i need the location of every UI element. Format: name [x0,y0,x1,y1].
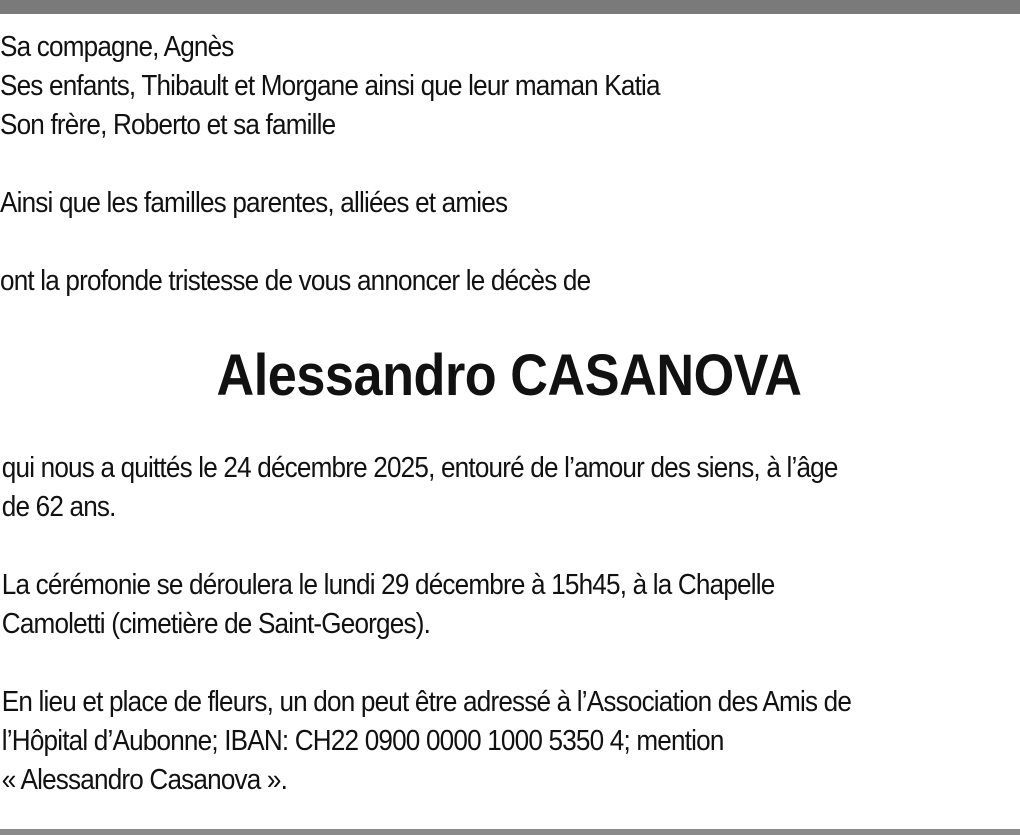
top-rule [0,0,1020,14]
announcement-text: ont la profonde tristesse de vous annoncer le décès de [0,265,591,297]
death-text-line: de 62 ans. [1,491,116,523]
donation-text-line: l’Hôpital d’Aubonne; IBAN: CH22 0900 0000 1000 5350 4; mention [1,725,724,757]
family-line-relatives: Ainsi que les familles parentes, alliées et amies [0,187,508,219]
family-line-brother: Son frère, Roberto et sa famille [0,109,336,141]
ceremony-text-line: La cérémonie se déroulera le lundi 29 décembre à 15h45, à la Chapelle [1,569,775,601]
donation-text-line: « Alessandro Casanova ». [1,764,288,796]
bottom-rule [0,829,1020,835]
ceremony-text-line: Camoletti (cimetière de Saint-Georges). [1,608,431,640]
deceased-name: Alessandro CASANOVA [216,343,802,408]
obituary-notice [0,28,1018,800]
family-line-children: Ses enfants, Thibault et Morgane ainsi que leur maman Katia [0,70,660,102]
family-line-partner: Sa compagne, Agnès [0,31,234,63]
donation-text-line: En lieu et place de fleurs, un don peut être adressé à l’Association des Amis de [1,686,852,718]
death-text-line: qui nous a quittés le 24 décembre 2025, entouré de l’amour des siens, à l’âge [1,452,838,484]
